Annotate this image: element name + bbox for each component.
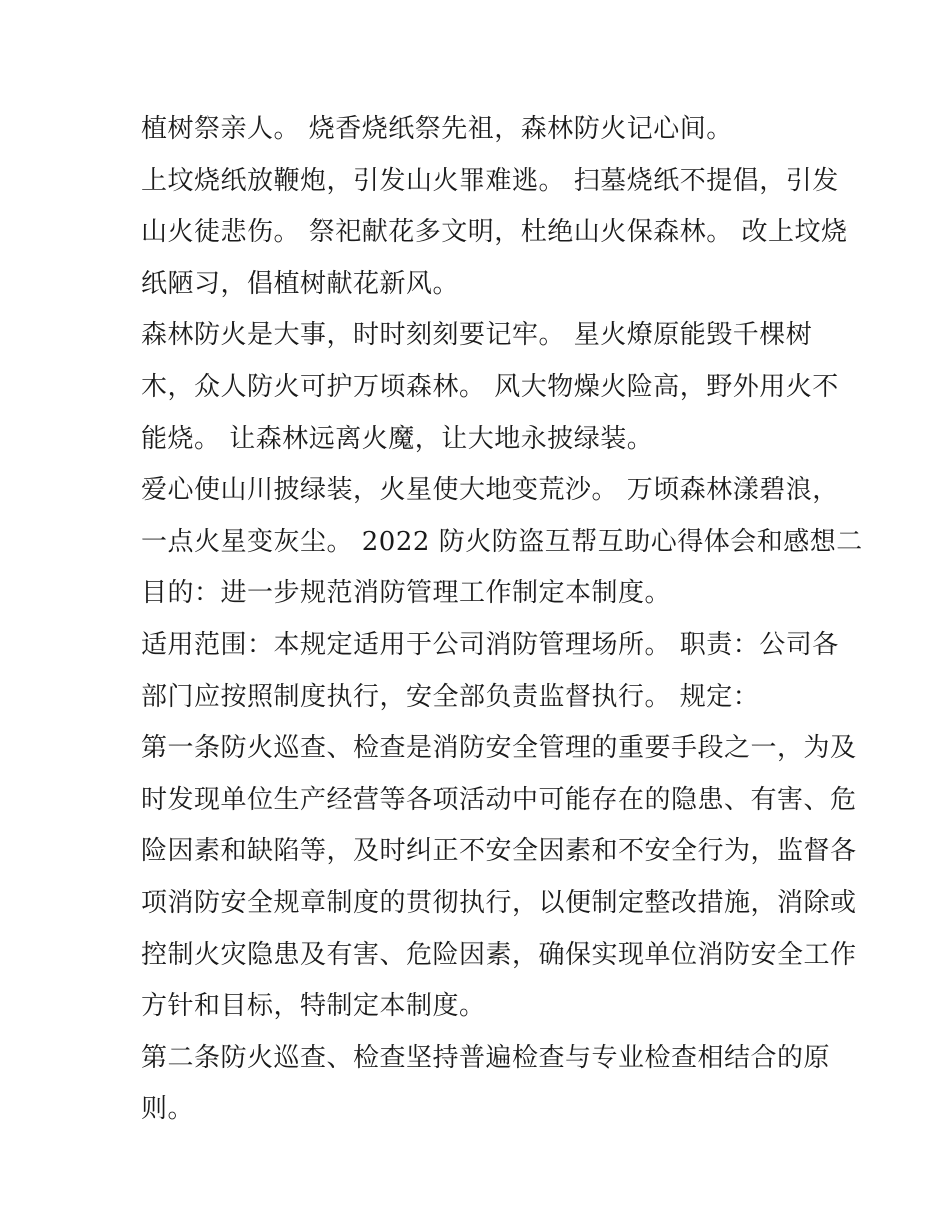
text-line: 能烧。 让森林远离火魔，让大地永披绿装。 xyxy=(141,423,654,454)
text-line: 部门应按照制度执行，安全部负责监督执行。 规定： xyxy=(141,681,760,712)
text-line: 森林防火是大事，时时刻刻要记牢。 星火燎原能毁千棵树 xyxy=(141,320,813,351)
text-line: 木，众人防火可护万顷森林。 风大物燥火险高，野外用火不 xyxy=(141,371,839,402)
text-line: 爱心使山川披绿装，火星使大地变荒沙。 万顷森林漾碧浪， xyxy=(141,475,839,506)
text-line: 第二条防火巡查、检查坚持普遍检查与专业检查相结合的原 xyxy=(141,1042,831,1073)
text-line: 植树祭亲人。 烧香烧纸祭先祖，森林防火记心间。 xyxy=(141,114,733,144)
text-line: 时发现单位生产经营等各项活动中可能存在的隐患、有害、危 xyxy=(141,784,857,815)
text-line: 上坟烧纸放鞭炮，引发山火罪难逃。 扫墓烧纸不提倡，引发 xyxy=(141,165,839,196)
text-line: 纸陋习，倡植树献花新风。 xyxy=(141,268,460,299)
text-line: 险因素和缺陷等，及时纠正不安全因素和不安全行为，监督各 xyxy=(141,836,857,867)
text-line: 目的：进一步规范消防管理工作制定本制度。 xyxy=(141,578,672,609)
text-line: 控制火灾隐患及有害、危险因素，确保实现单位消防安全工作 xyxy=(141,939,857,970)
text-line: 适用范围：本规定适用于公司消防管理场所。 职责：公司各 xyxy=(141,629,839,660)
text-line: 则。 xyxy=(141,1094,195,1125)
text-line: 方针和目标，特制定本制度。 xyxy=(141,991,486,1022)
text-line: 山火徒悲伤。 祭祀献花多文明，杜绝山火保森林。 改上坟烧 xyxy=(141,217,848,248)
text-line: 项消防安全规章制度的贯彻执行，以便制定整改措施，消除或 xyxy=(141,887,857,918)
text-line: 一点火星变灰尘。 2022 防火防盗互帮互助心得体会和感想二 xyxy=(141,526,863,557)
document-body xyxy=(141,104,863,1136)
text-line: 第一条防火巡查、检查是消防安全管理的重要手段之一，为及 xyxy=(141,733,857,764)
